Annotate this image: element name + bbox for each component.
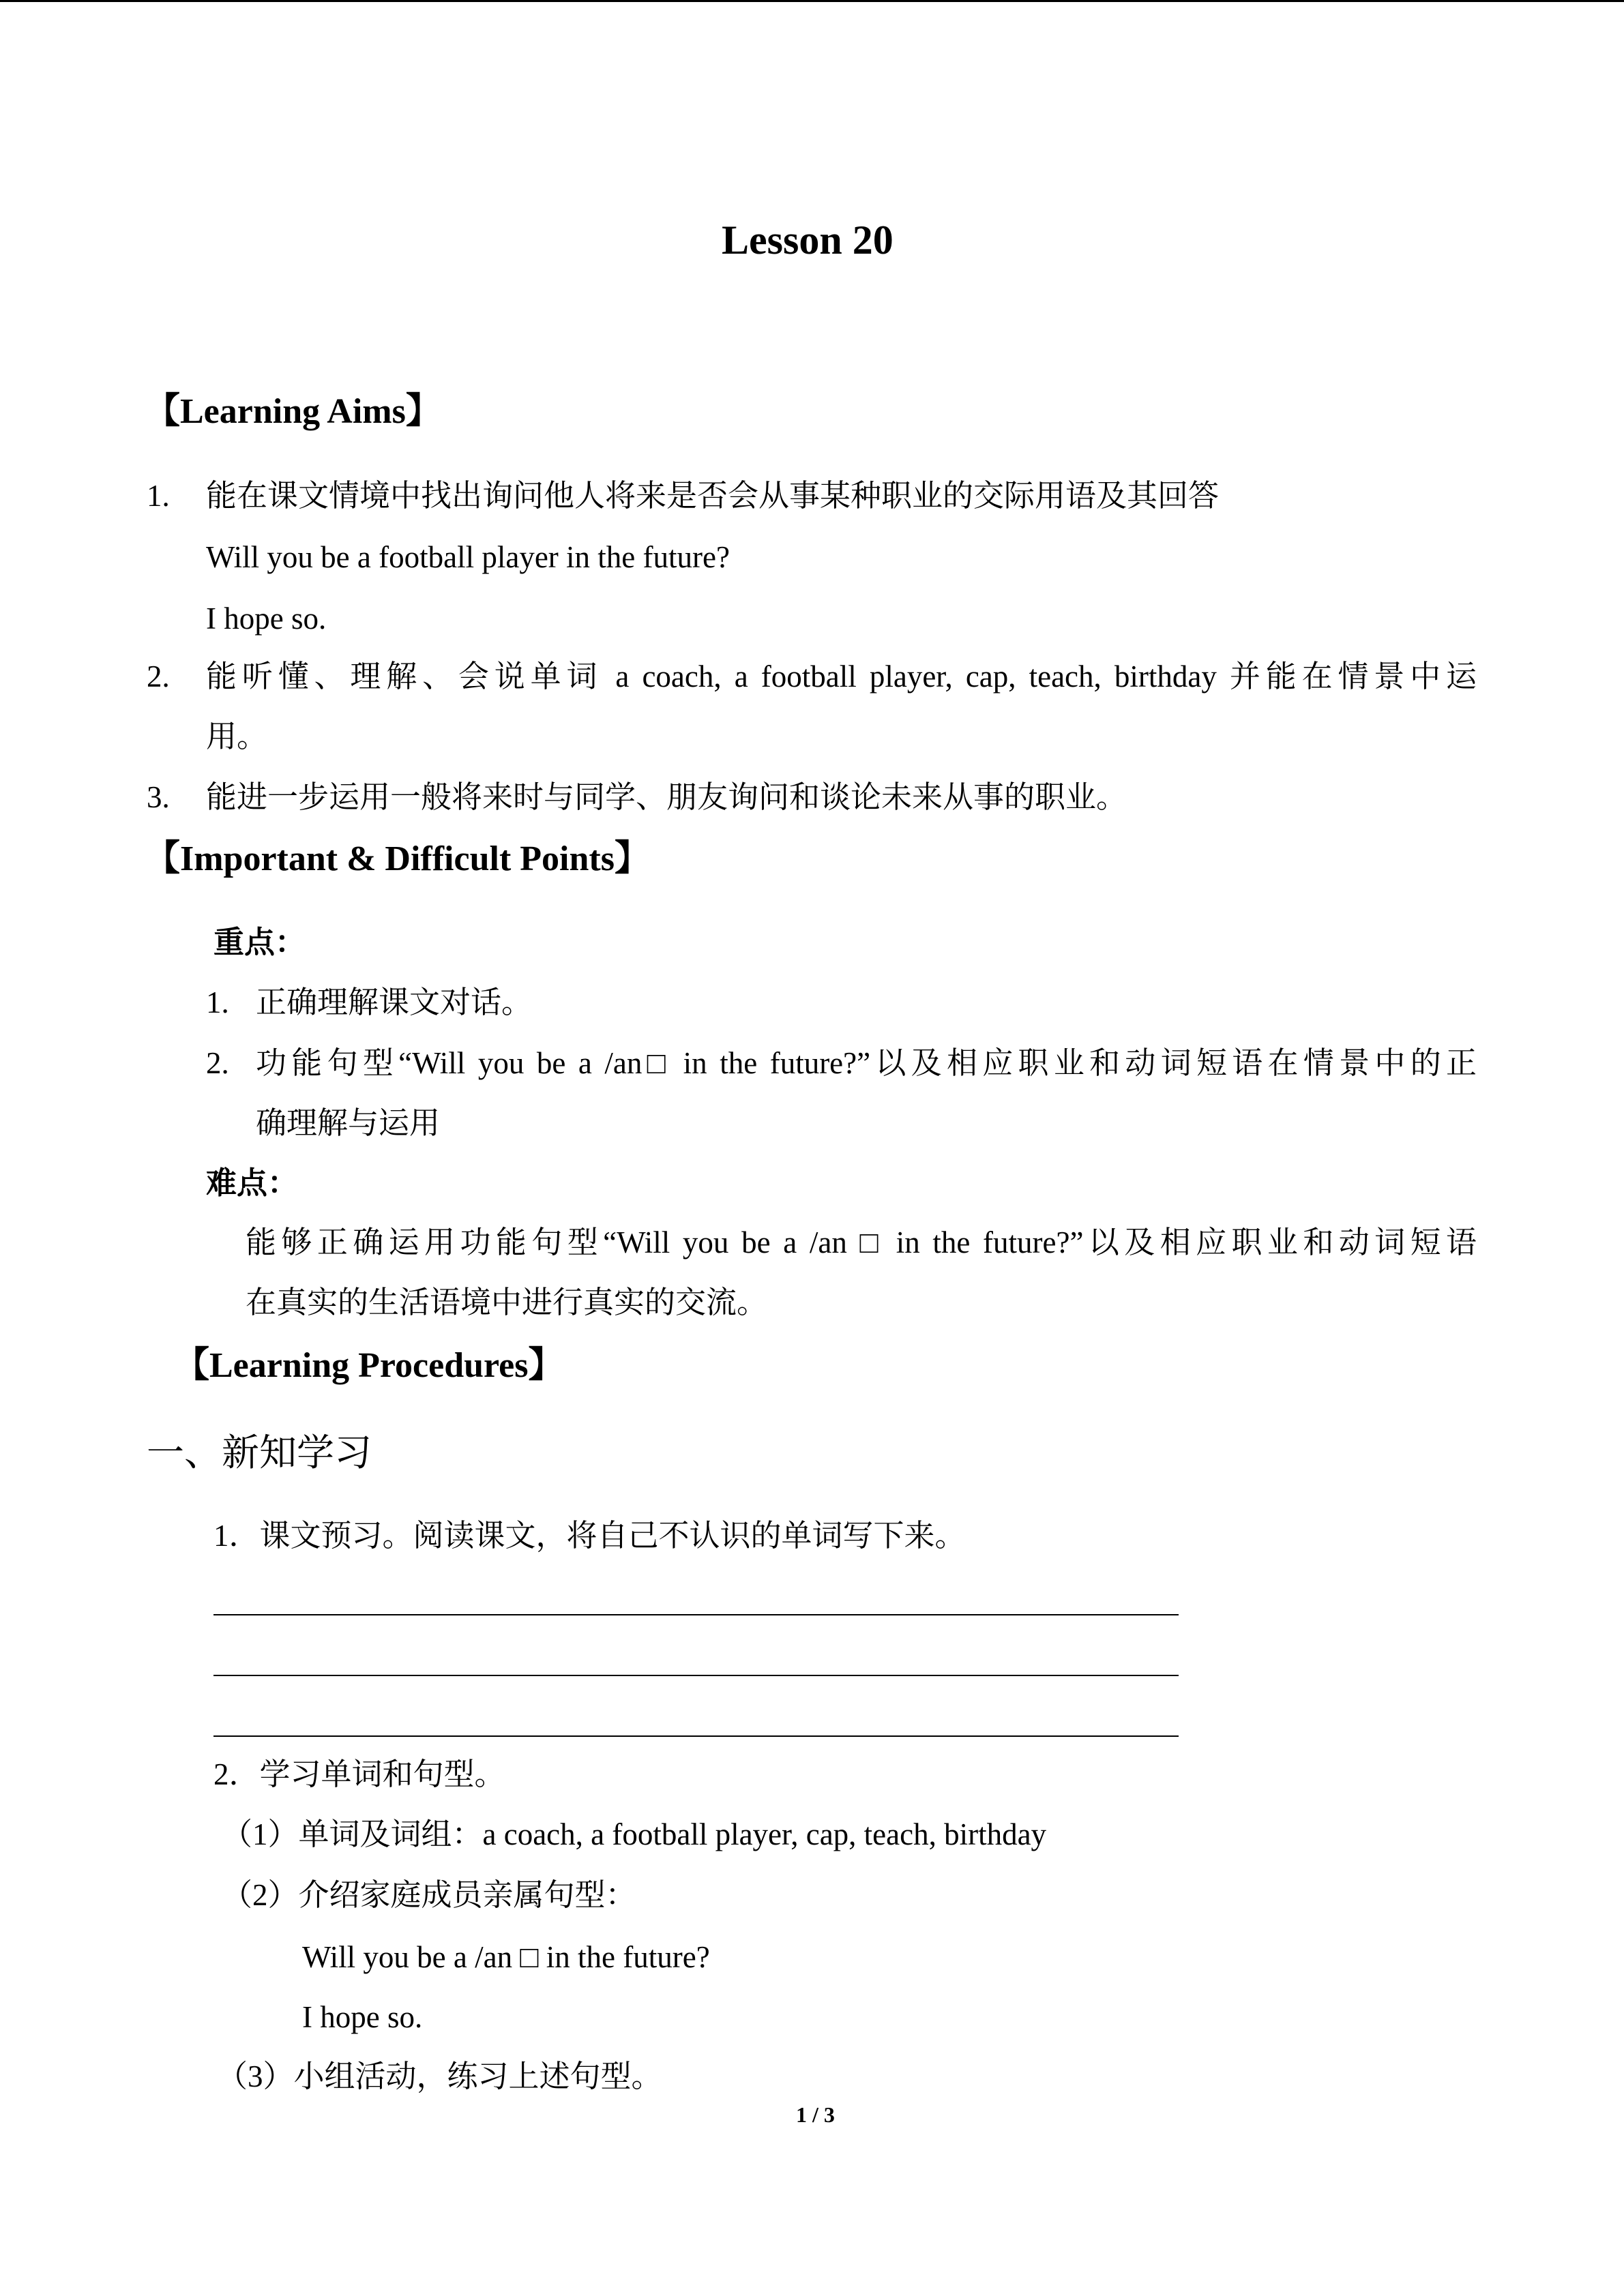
aim-2-text: 能听懂、理解、会说单词 a coach, a football player, cap, teach, birthday 并能在情景中运 — [206, 659, 1477, 694]
page-number: 1 / 3 — [796, 2102, 835, 2127]
key-point-2-text: 功能句型“Will you be a /an□ in the future?”以及相应职业和动词短语在情景中的正 — [256, 1046, 1477, 1080]
difficult-point-text: 能够正确运用功能句型“Will you be a /an □ in the future?”以及相应职业和动词短语 — [246, 1225, 1477, 1259]
aim-1-example-question: Will you be a football player in the future? — [206, 540, 730, 574]
page-top-border — [0, 0, 1624, 2]
key-point-2-text-cont: 确理解与运用 — [256, 1106, 441, 1140]
sub-item-2-sentence-patterns: （2）介绍家庭成员亲属句型： — [222, 1878, 636, 1912]
difficult-point-text-cont: 在真实的生活语境中进行真实的交流。 — [246, 1285, 768, 1320]
aim-1-number: 1. — [147, 479, 170, 513]
answer-line-1[interactable] — [213, 1614, 1179, 1615]
aim-1-text: 能在课文情境中找出询问他人将来是否会从事某种职业的交际用语及其回答 — [206, 479, 1220, 513]
answer-line-2[interactable] — [213, 1675, 1179, 1676]
key-point-1-text: 正确理解课文对话。 — [256, 985, 533, 1019]
key-point-1-number: 1. — [206, 985, 229, 1019]
aim-1-example-answer: I hope so. — [206, 601, 327, 636]
key-points-label: 重点： — [213, 925, 306, 959]
important-points-heading: 【Important & Difficult Points】 — [145, 839, 650, 878]
sub-item-3-group-activity: （3）小组活动，练习上述句型。 — [217, 2059, 662, 2093]
pattern-answer: I hope so. — [302, 2000, 423, 2034]
answer-line-3[interactable] — [213, 1735, 1179, 1737]
aim-3-number: 3. — [147, 780, 170, 814]
page-title: Lesson 20 — [722, 218, 894, 263]
learning-aims-heading: 【Learning Aims】 — [145, 392, 441, 431]
part-one-heading: 一、新知学习 — [147, 1432, 372, 1474]
pattern-question: Will you be a /an □ in the future? — [302, 1940, 710, 1974]
aim-2-text-cont: 用。 — [206, 719, 268, 754]
step-2-text: 2．学习单词和句型。 — [213, 1757, 505, 1791]
step-1-text: 1．课文预习。阅读课文，将自己不认识的单词写下来。 — [213, 1519, 966, 1553]
aim-2-number: 2. — [147, 659, 170, 694]
learning-procedures-heading: 【Learning Procedures】 — [174, 1346, 564, 1385]
aim-3-text: 能进一步运用一般将来时与同学、朋友询问和谈论未来从事的职业。 — [206, 780, 1127, 814]
difficult-points-label: 难点： — [206, 1166, 299, 1200]
key-point-2-number: 2. — [206, 1046, 229, 1080]
sub-item-1-vocabulary: （1）单词及词组：a coach, a football player, cap, teach, birthday — [222, 1817, 1047, 1851]
